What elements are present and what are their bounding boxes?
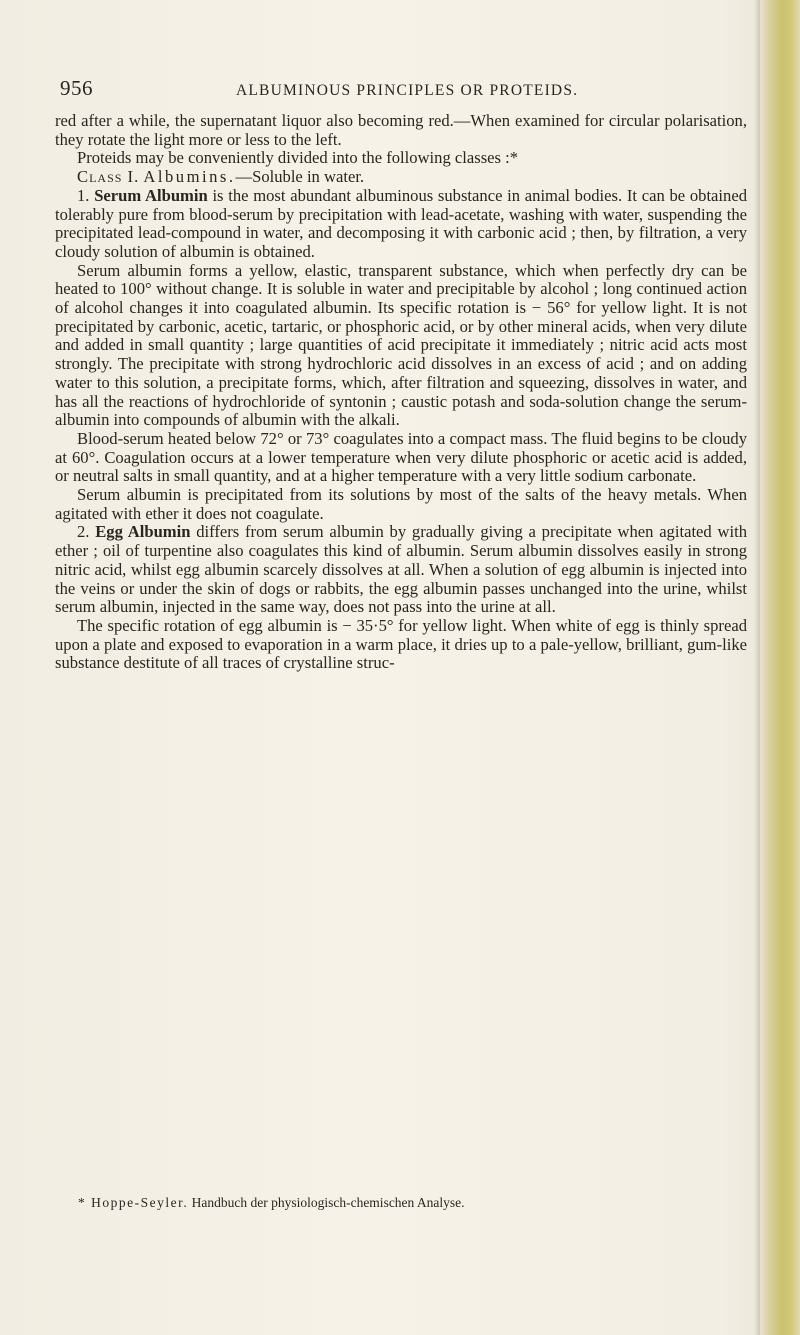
page-edge: [760, 0, 800, 1335]
footnote: [78, 1195, 748, 1211]
class-heading: [55, 168, 747, 187]
paragraph: red after a while, the supernatant liquor also becoming red.—When examined for circular polarisation, they rotate the light more or less to the left.: [55, 111, 747, 149]
paragraph: The specific rotation of egg albumin is − 35·5° for yellow light. When white of egg is thinly spread upon a plate and exposed to evaporation in a warm place, it dries up to a pale-yellow, brilliant, gum-like substance destitute of all traces of crystalline struc-: [55, 615, 747, 673]
section-serum-albumin: [55, 187, 747, 262]
body-text: [55, 112, 747, 673]
section-text: is the most abundant albuminous substance in animal bodies. It can be obtained tolerably pure from blood-serum by precipitation with lead-acetate, washing with water, suspending the precipitated lead-compound in water, and decomposing it with carbonic acid ; then, by filtration, a very cloudy solution of albumin is obtained.: [55, 185, 747, 261]
section-term: Serum Albumin: [94, 185, 208, 205]
footnote-text: Handbuch der physiologisch-chemischen Analyse.: [191, 1195, 465, 1210]
section-term: Egg Albumin: [95, 522, 191, 542]
class-description: —Soluble in water.: [235, 167, 365, 187]
paragraph: Blood-serum heated below 72° or 73° coagulates into a compact mass. The fluid begins to be cloudy at 60°. Coagulation occurs at a lower temperature when very dilute phosphoric or acetic acid is added, or neutral salts in small quantity, and at a higher temperature with a very little sodium carbonate.: [55, 428, 747, 486]
page-number: 956: [60, 76, 93, 100]
footnote-author: * Hoppe-Seyler.: [78, 1195, 189, 1210]
paragraph: Serum albumin forms a yellow, elastic, transparent substance, which when perfectly dry can be heated to 100° without change. It is soluble in water and precipitable by alcohol ; long continued action of alcohol changes it into coagulated albumin. Its specific rotation is − 56° for yellow light. It is not precipitated by carbonic, acetic, tartaric, or phosphoric acid, or by other mineral acids, when very dilute and added in small quantity ; large quantities of acid precipitate it immediately ; nitric acid acts most strongly. The precipitate with strong hydrochloric acid dissolves in an excess of acid ; and on adding water to this solution, a precipitate forms, which, after filtration and squeezing, dissolves in water, and has all the reactions of hydrochloride of syntonin ; caustic potash and soda-solution change the serum-albumin into compounds of albumin with the alkali.: [55, 260, 747, 430]
paragraph: Proteids may be conveniently divided into the following classes :*: [77, 148, 519, 168]
page-header: [60, 76, 740, 102]
section-text: differs from serum albumin by gradually giving a precipitate when agitated with ether ; oil of turpentine also coagulates this kind of albumin. Serum albumin dissolves easily in strong nitric acid, whilst egg albumin scarcely dissolves at all. When a solution of egg albumin is injected into the veins or under the skin of dogs or rabbits, the egg albumin passes unchanged into the urine, whilst serum albumin, injected in the same way, does not pass into the urine at all.: [55, 522, 747, 617]
class-label: Class I.: [77, 167, 140, 187]
section-number: 2.: [77, 522, 90, 542]
class-name: Albumins.: [143, 167, 236, 187]
section-number: 1.: [77, 185, 90, 205]
running-head: ALBUMINOUS PRINCIPLES OR PROTEIDS.: [236, 82, 579, 99]
section-egg-albumin: [55, 523, 747, 617]
paragraph: Serum albumin is precipitated from its solutions by most of the salts of the heavy metals. When agitated with ether it does not coagulate.: [55, 485, 747, 523]
page-edge-shadow: [754, 0, 760, 1335]
